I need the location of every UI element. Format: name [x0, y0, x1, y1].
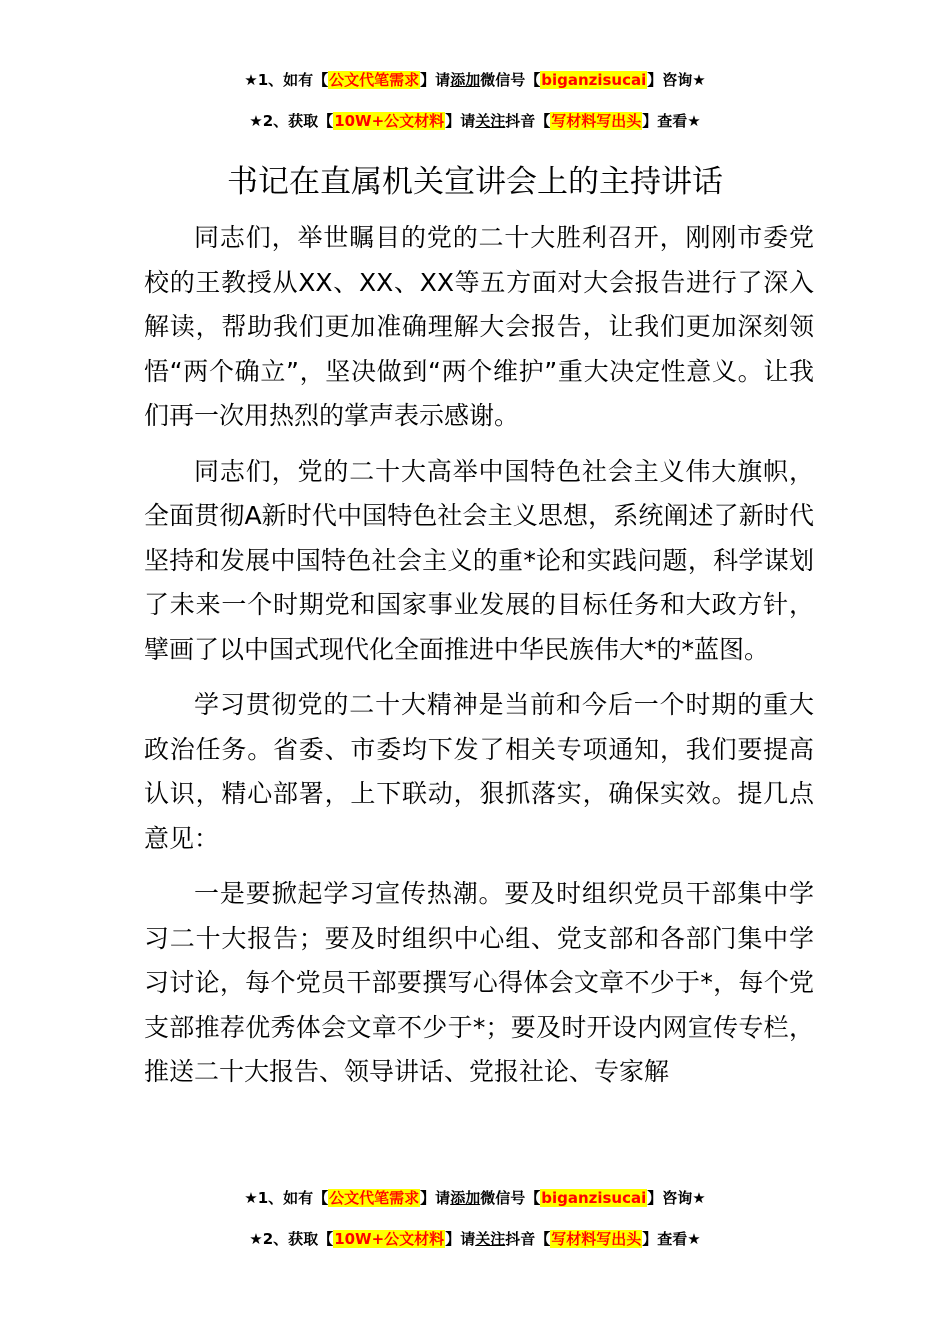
- paragraph: 一是要掀起学习宣传热潮。要及时组织党员干部集中学习二十大报告；要及时组织中心组、党支部和各部门集中学习讨论，每个党员干部要撰写心得体会文章不少于*，每个党支部推荐优秀体会文章不少于*；要及时开设内网宣传专栏，推送二十大报告、领导讲话、党报社论、专家解: [144, 879, 814, 1086]
- promo-emphasis: 添加: [450, 1189, 481, 1207]
- promo-suffix: 】咨询★: [647, 1189, 706, 1207]
- promo-line-wechat-top: [0, 68, 950, 92]
- promo-highlight-service: 公文代笔需求: [329, 71, 420, 89]
- promo-text: 】请: [445, 112, 476, 130]
- promo-text: 】请: [420, 71, 451, 89]
- promo-line-wechat-bottom: [0, 1186, 950, 1210]
- promo-line-douyin-top: [0, 109, 950, 133]
- promo-prefix: ★1、如有【: [244, 71, 329, 89]
- promo-highlight-douyin-id: 写材料写出头: [551, 1230, 642, 1248]
- promo-prefix: ★2、获取【: [249, 112, 334, 130]
- paragraph: 同志们，举世瞩目的党的二十大胜利召开，刚刚市委党校的王教授从XX、XX、XX等五方面对大会报告进行了深入解读，帮助我们更加准确理解大会报告，让我们更加深刻领悟“两个确立”，坚决做到“两个维护”重大决定性意义。让我们再一次用热烈的掌声表示感谢。: [144, 223, 814, 430]
- promo-prefix: ★2、获取【: [249, 1230, 334, 1248]
- promo-text: 】请: [445, 1230, 476, 1248]
- promo-emphasis: 关注: [475, 112, 506, 130]
- promo-highlight-materials: 10W+公文材料: [334, 1230, 445, 1248]
- document-title: 书记在直属机关宣讲会上的主持讲话: [227, 164, 723, 200]
- promo-highlight-materials: 10W+公文材料: [334, 112, 445, 130]
- document-body: [144, 216, 814, 1106]
- promo-suffix: 】查看★: [642, 112, 701, 130]
- paragraph: 同志们，党的二十大高举中国特色社会主义伟大旗帜，全面贯彻A新时代中国特色社会主义思想，系统阐述了新时代坚持和发展中国特色社会主义的重*论和实践问题，科学谋划了未来一个时期党和国家事业发展的目标任务和大政方针，擘画了以中国式现代化全面推进中华民族伟大*的*蓝图。: [144, 456, 814, 664]
- promo-highlight-wechat-id: biganzisucai: [541, 1189, 647, 1207]
- promo-text: 抖音【: [505, 112, 551, 130]
- promo-suffix: 】咨询★: [647, 71, 706, 89]
- promo-text: 抖音【: [505, 1230, 551, 1248]
- promo-text: 】请: [420, 1189, 451, 1207]
- promo-line-douyin-bottom: [0, 1227, 950, 1251]
- promo-highlight-douyin-id: 写材料写出头: [551, 112, 642, 130]
- promo-emphasis: 添加: [450, 71, 481, 89]
- promo-suffix: 】查看★: [642, 1230, 701, 1248]
- promo-text: 微信号【: [480, 1189, 541, 1207]
- promo-prefix: ★1、如有【: [244, 1189, 329, 1207]
- promo-highlight-wechat-id: biganzisucai: [541, 71, 647, 89]
- promo-text: 微信号【: [480, 71, 541, 89]
- paragraph: 学习贯彻党的二十大精神是当前和今后一个时期的重大政治任务。省委、市委均下发了相关专项通知，我们要提高认识，精心部署，上下联动，狠抓落实，确保实效。提几点意见：: [144, 690, 814, 853]
- promo-highlight-service: 公文代笔需求: [329, 1189, 420, 1207]
- promo-emphasis: 关注: [475, 1230, 506, 1248]
